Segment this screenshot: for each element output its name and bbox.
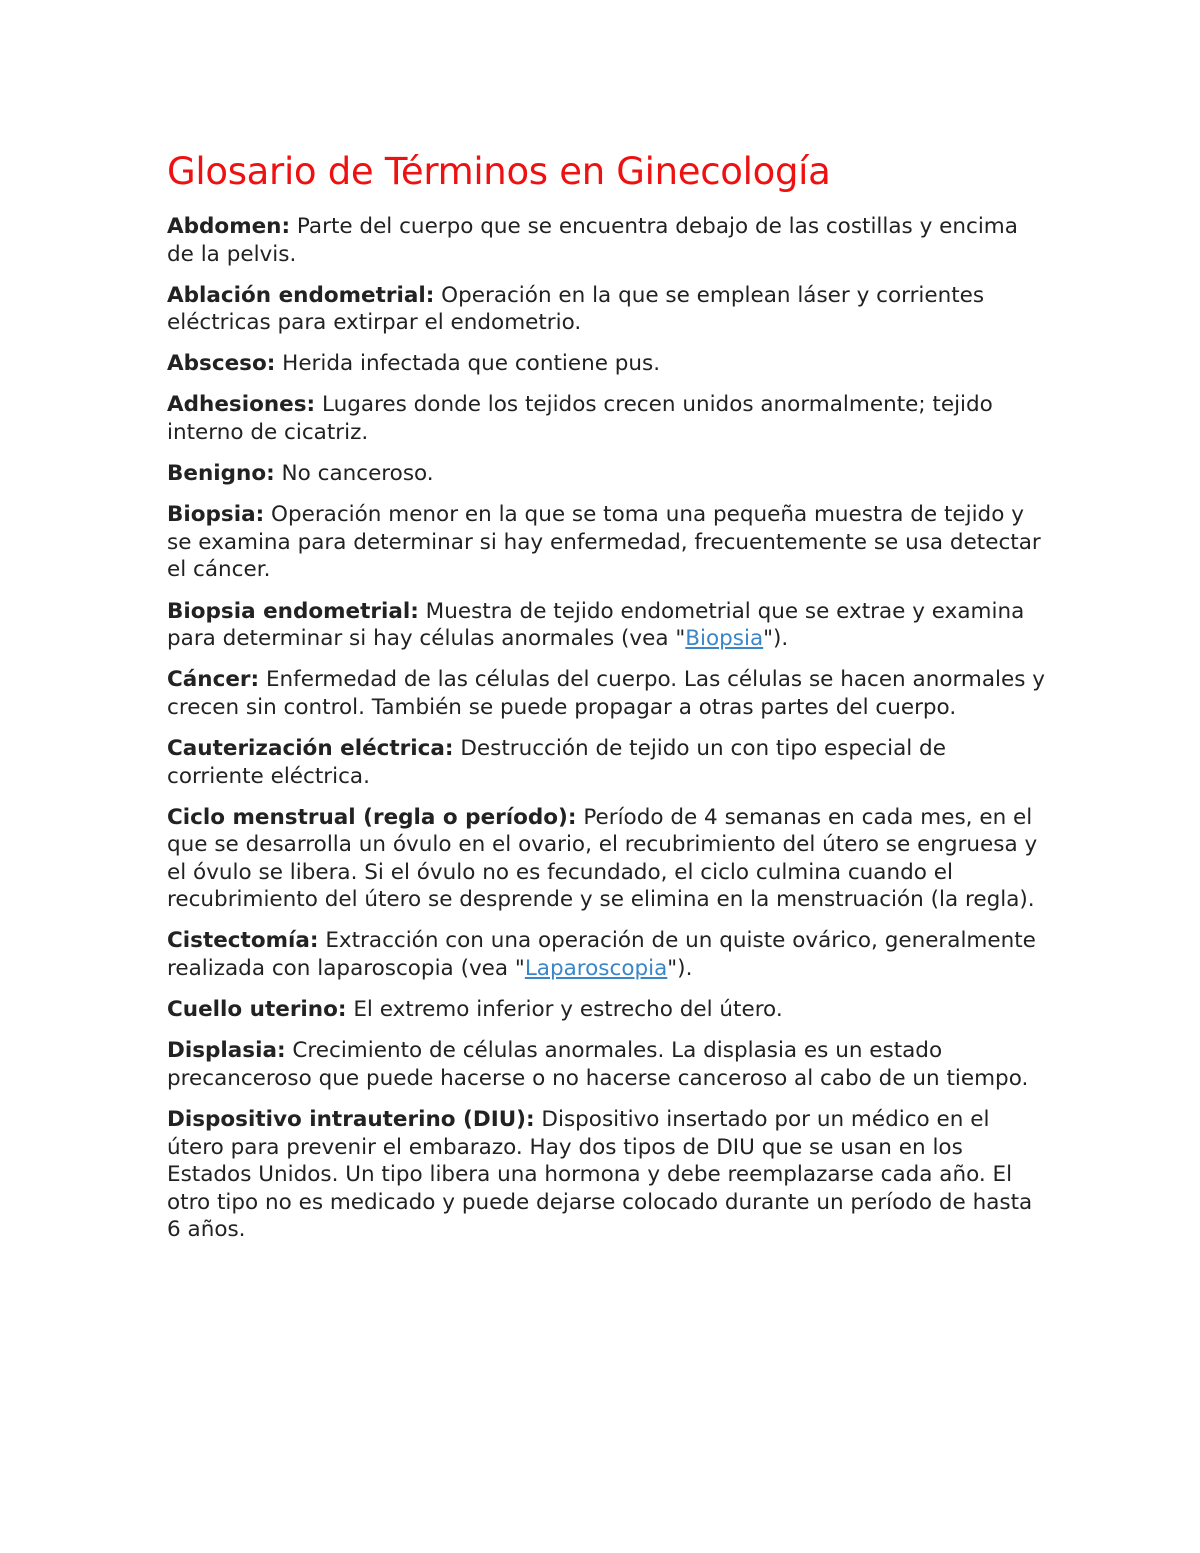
- laparoscopia-link[interactable]: Laparoscopia: [524, 956, 668, 982]
- glossary-entry-ablacion-endometrial: [167, 282, 1047, 337]
- glossary-term: Cáncer:: [167, 667, 260, 693]
- glossary-entry-cancer: [167, 666, 1047, 721]
- glossary-term: Adhesiones:: [167, 392, 316, 418]
- glossary-definition: El extremo inferior y estrecho del útero.: [346, 997, 783, 1023]
- glossary-definition: Herida infectada que contiene pus.: [275, 351, 661, 377]
- glossary-term: Biopsia:: [167, 502, 265, 528]
- glossary-term: Absceso:: [167, 351, 276, 377]
- glossary-term: Ablación endometrial:: [167, 282, 435, 308]
- glossary-definition: Crecimiento de células anormales. La displasia es un estado precanceroso que puede hacerse o no hacerse canceroso al cabo de un tiempo.: [167, 1038, 1029, 1091]
- glossary-term: Cistectomía:: [167, 928, 319, 954]
- glossary-definition: Lugares donde los tejidos crecen unidos anormalmente; tejido interno de cicatriz.: [167, 392, 993, 446]
- glossary-entry-diu: [167, 1106, 1047, 1244]
- glossary-definition-end: ").: [763, 626, 789, 652]
- glossary-entry-biopsia: [167, 501, 1047, 584]
- biopsia-link[interactable]: Biopsia: [685, 626, 764, 652]
- glossary-entry-adhesiones: [167, 391, 1047, 446]
- glossary-definition: Muestra de tejido endometrial que se extrae y examina para determinar si hay células anormales (vea ": [167, 598, 1025, 652]
- glossary-definition: Enfermedad de las células del cuerpo. Las células se hacen anormales y crecen sin control. También se puede propagar a otras partes del cuerpo.: [167, 667, 1046, 720]
- glossary-definition: Extracción con una operación de un quiste ovárico, generalmente realizada con laparoscopia (vea ": [167, 928, 1036, 982]
- glossary-term: Displasia:: [167, 1038, 286, 1064]
- glossary-definition: Dispositivo insertado por un médico en el útero para prevenir el embarazo. Hay dos tipos de DIU que se usan en los Estados Unidos. Un tipo libera una hormona y debe reemplazarse cada año. El otro tipo no es medicado y puede dejarse colocado durante un período de hasta 6 años.: [167, 1106, 1033, 1243]
- glossary-definition-end: ").: [667, 956, 693, 982]
- glossary-term: Dispositivo intrauterino (DIU):: [167, 1106, 535, 1132]
- glossary-entry-biopsia-endometrial: [167, 598, 1047, 653]
- glossary-term: Cauterización eléctrica:: [167, 735, 454, 761]
- glossary-entry-ciclo-menstrual: [167, 804, 1047, 914]
- glossary-entry-abdomen: [167, 213, 1047, 268]
- glossary-term: Benigno:: [167, 461, 275, 487]
- glossary-entry-cistectomia: [167, 927, 1047, 982]
- glossary-entry-cuello-uterino: [167, 996, 1047, 1024]
- glossary-definition: Operación en la que se emplean láser y corrientes eléctricas para extirpar el endometrio.: [167, 282, 985, 336]
- glossary-term: Cuello uterino:: [167, 997, 347, 1023]
- glossary-term: Ciclo menstrual (regla o período):: [167, 804, 577, 830]
- glossary-entry-displasia: [167, 1037, 1047, 1092]
- glossary-term: Abdomen:: [167, 214, 291, 239]
- glossary-definition: Operación menor en la que se toma una pequeña muestra de tejido y se examina para determinar si hay enfermedad, frecuentemente se usa detectar el cáncer.: [167, 502, 1041, 583]
- page-title: Glosario de Términos en Ginecología: [167, 150, 831, 193]
- glossary-definition: Parte del cuerpo que se encuentra debajo de las costillas y encima de la pelvis.: [167, 214, 1018, 267]
- document-page: [167, 148, 1047, 1257]
- glossary-definition: Destrucción de tejido un con tipo especial de corriente eléctrica.: [167, 735, 946, 789]
- glossary-entry-benigno: [167, 460, 1047, 488]
- glossary-entry-cauterizacion-electrica: [167, 735, 1047, 790]
- glossary-definition: Período de 4 semanas en cada mes, en el que se desarrolla un óvulo en el ovario, el recubrimiento del útero se engruesa y el óvulo se libera. Si el óvulo no es fecundado, el ciclo culmina cuando el recubrimiento del útero se desprende y se elimina en la menstruación (la regla).: [167, 804, 1038, 913]
- glossary-term: Biopsia endometrial:: [167, 598, 419, 624]
- glossary-entry-absceso: [167, 350, 1047, 378]
- glossary-definition: No canceroso.: [274, 461, 434, 487]
